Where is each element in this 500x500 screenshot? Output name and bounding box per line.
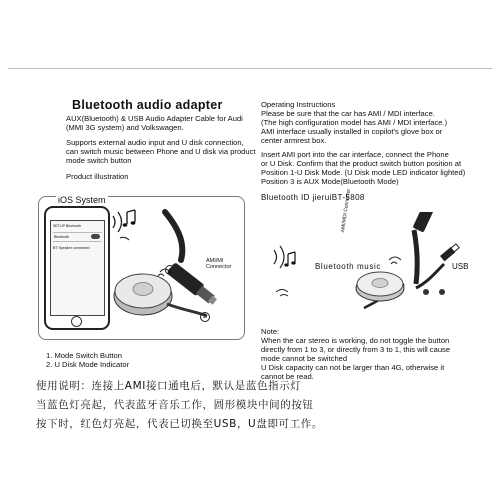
note-line: mode cannot be switched	[261, 354, 348, 363]
ami-connector-label	[206, 258, 231, 270]
insert-line: or U Disk. Confirm that the product switch button position at	[261, 159, 462, 168]
support-line: Supports external audio input and U disk connection,	[66, 138, 244, 147]
ami-mdi-connector-label: AMI/MDI Connector	[340, 188, 353, 233]
support-line: can switch music between Phone and U disk via product	[66, 147, 256, 156]
screen-device-row: BT Speaker connected	[53, 245, 90, 250]
ami-label-line: AMI/MI	[206, 258, 224, 264]
mode-switch-button-icon	[372, 279, 388, 288]
support-block	[66, 138, 266, 165]
insert-line: Position 3 is AUX Mode(Bluetooth Mode)	[261, 177, 399, 186]
bluetooth-toggle-icon	[91, 234, 100, 239]
note-line: U Disk capacity can not be larger than 4G, otherwise it	[261, 363, 445, 372]
ami-label-line: Connector	[206, 264, 232, 270]
operating-line: center armrest box.	[261, 136, 327, 145]
home-button-icon	[71, 316, 82, 327]
ami-connector	[413, 212, 441, 233]
insert-line: Position 1-U Disk Mode. (U Disk mode LED indicator lighted)	[261, 168, 466, 177]
bluetooth-id: Bluetooth ID jieruiBT-5808	[261, 193, 365, 202]
insert-instructions	[261, 150, 493, 186]
operating-line: (The high configuration model has AMI / MDI interface.)	[261, 118, 448, 127]
screen-bluetooth-row: Bluetooth	[54, 234, 70, 239]
operating-title: Operating Instructions	[261, 100, 336, 109]
intro-block	[66, 114, 256, 132]
legend-item: 2. U Disk Mode Indicator	[46, 360, 130, 369]
usb-label: USB	[452, 262, 469, 271]
screen-title: SETUP Bluetooth	[53, 224, 82, 228]
operating-line: AMI interface usually installed in copilot's glove box or	[261, 127, 443, 136]
sound-wave-icon	[274, 250, 277, 264]
legend-item: 1. Mode Switch Button	[46, 351, 122, 360]
intro-line: AUX(Bluetooth) & USB Audio Adapter Cable for Audi	[66, 114, 243, 123]
marker-2-label: 2	[203, 313, 207, 320]
phone-screen	[50, 220, 105, 316]
cable	[165, 212, 182, 260]
note-line: directly from 1 to 3, or directly from 3 to 1, this will cause	[261, 345, 451, 354]
intro-line: (MMI 3G system) and Volkswagen.	[66, 123, 184, 132]
operating-instructions	[261, 100, 493, 145]
bluetooth-music-label: Bluetooth music	[315, 262, 381, 271]
cable	[414, 230, 417, 284]
mode-switch-button-icon	[133, 283, 153, 296]
support-line: mode switch button	[66, 156, 132, 165]
chinese-line: 按下时，红色灯亮起，代表已切换至USB，U盘即可工作。	[36, 418, 323, 430]
music-note-icon	[123, 210, 136, 227]
chinese-line: 使用说明：连接上AMI接口通电后，默认是蓝色指示灯	[36, 380, 302, 392]
legend	[46, 351, 129, 369]
note-line: When the car stereo is working, do not toggle the button	[261, 336, 450, 345]
iphone-illustration	[44, 206, 110, 330]
note-title: Note:	[261, 327, 280, 336]
sound-wave-icon	[113, 216, 115, 228]
operating-line: Please be sure that the car has AMI / MDI interface.	[261, 109, 435, 118]
svg-text:1: 1	[168, 268, 172, 275]
chinese-line: 当蓝色灯亮起，代表蓝牙音乐工作，圆形模块中间的按钮	[36, 399, 314, 411]
ios-system-label: iOS System	[58, 195, 106, 205]
usb-plug-icon	[440, 243, 460, 261]
note-block	[261, 327, 493, 381]
product-illustration-label: Product illustration	[66, 172, 129, 181]
music-note-icon	[284, 252, 295, 267]
insert-line: Insert AMI port into the car interface, connect the Phone	[261, 150, 449, 159]
product-title: Bluetooth audio adapter	[72, 98, 223, 112]
note-line: cannot be read.	[261, 372, 314, 381]
